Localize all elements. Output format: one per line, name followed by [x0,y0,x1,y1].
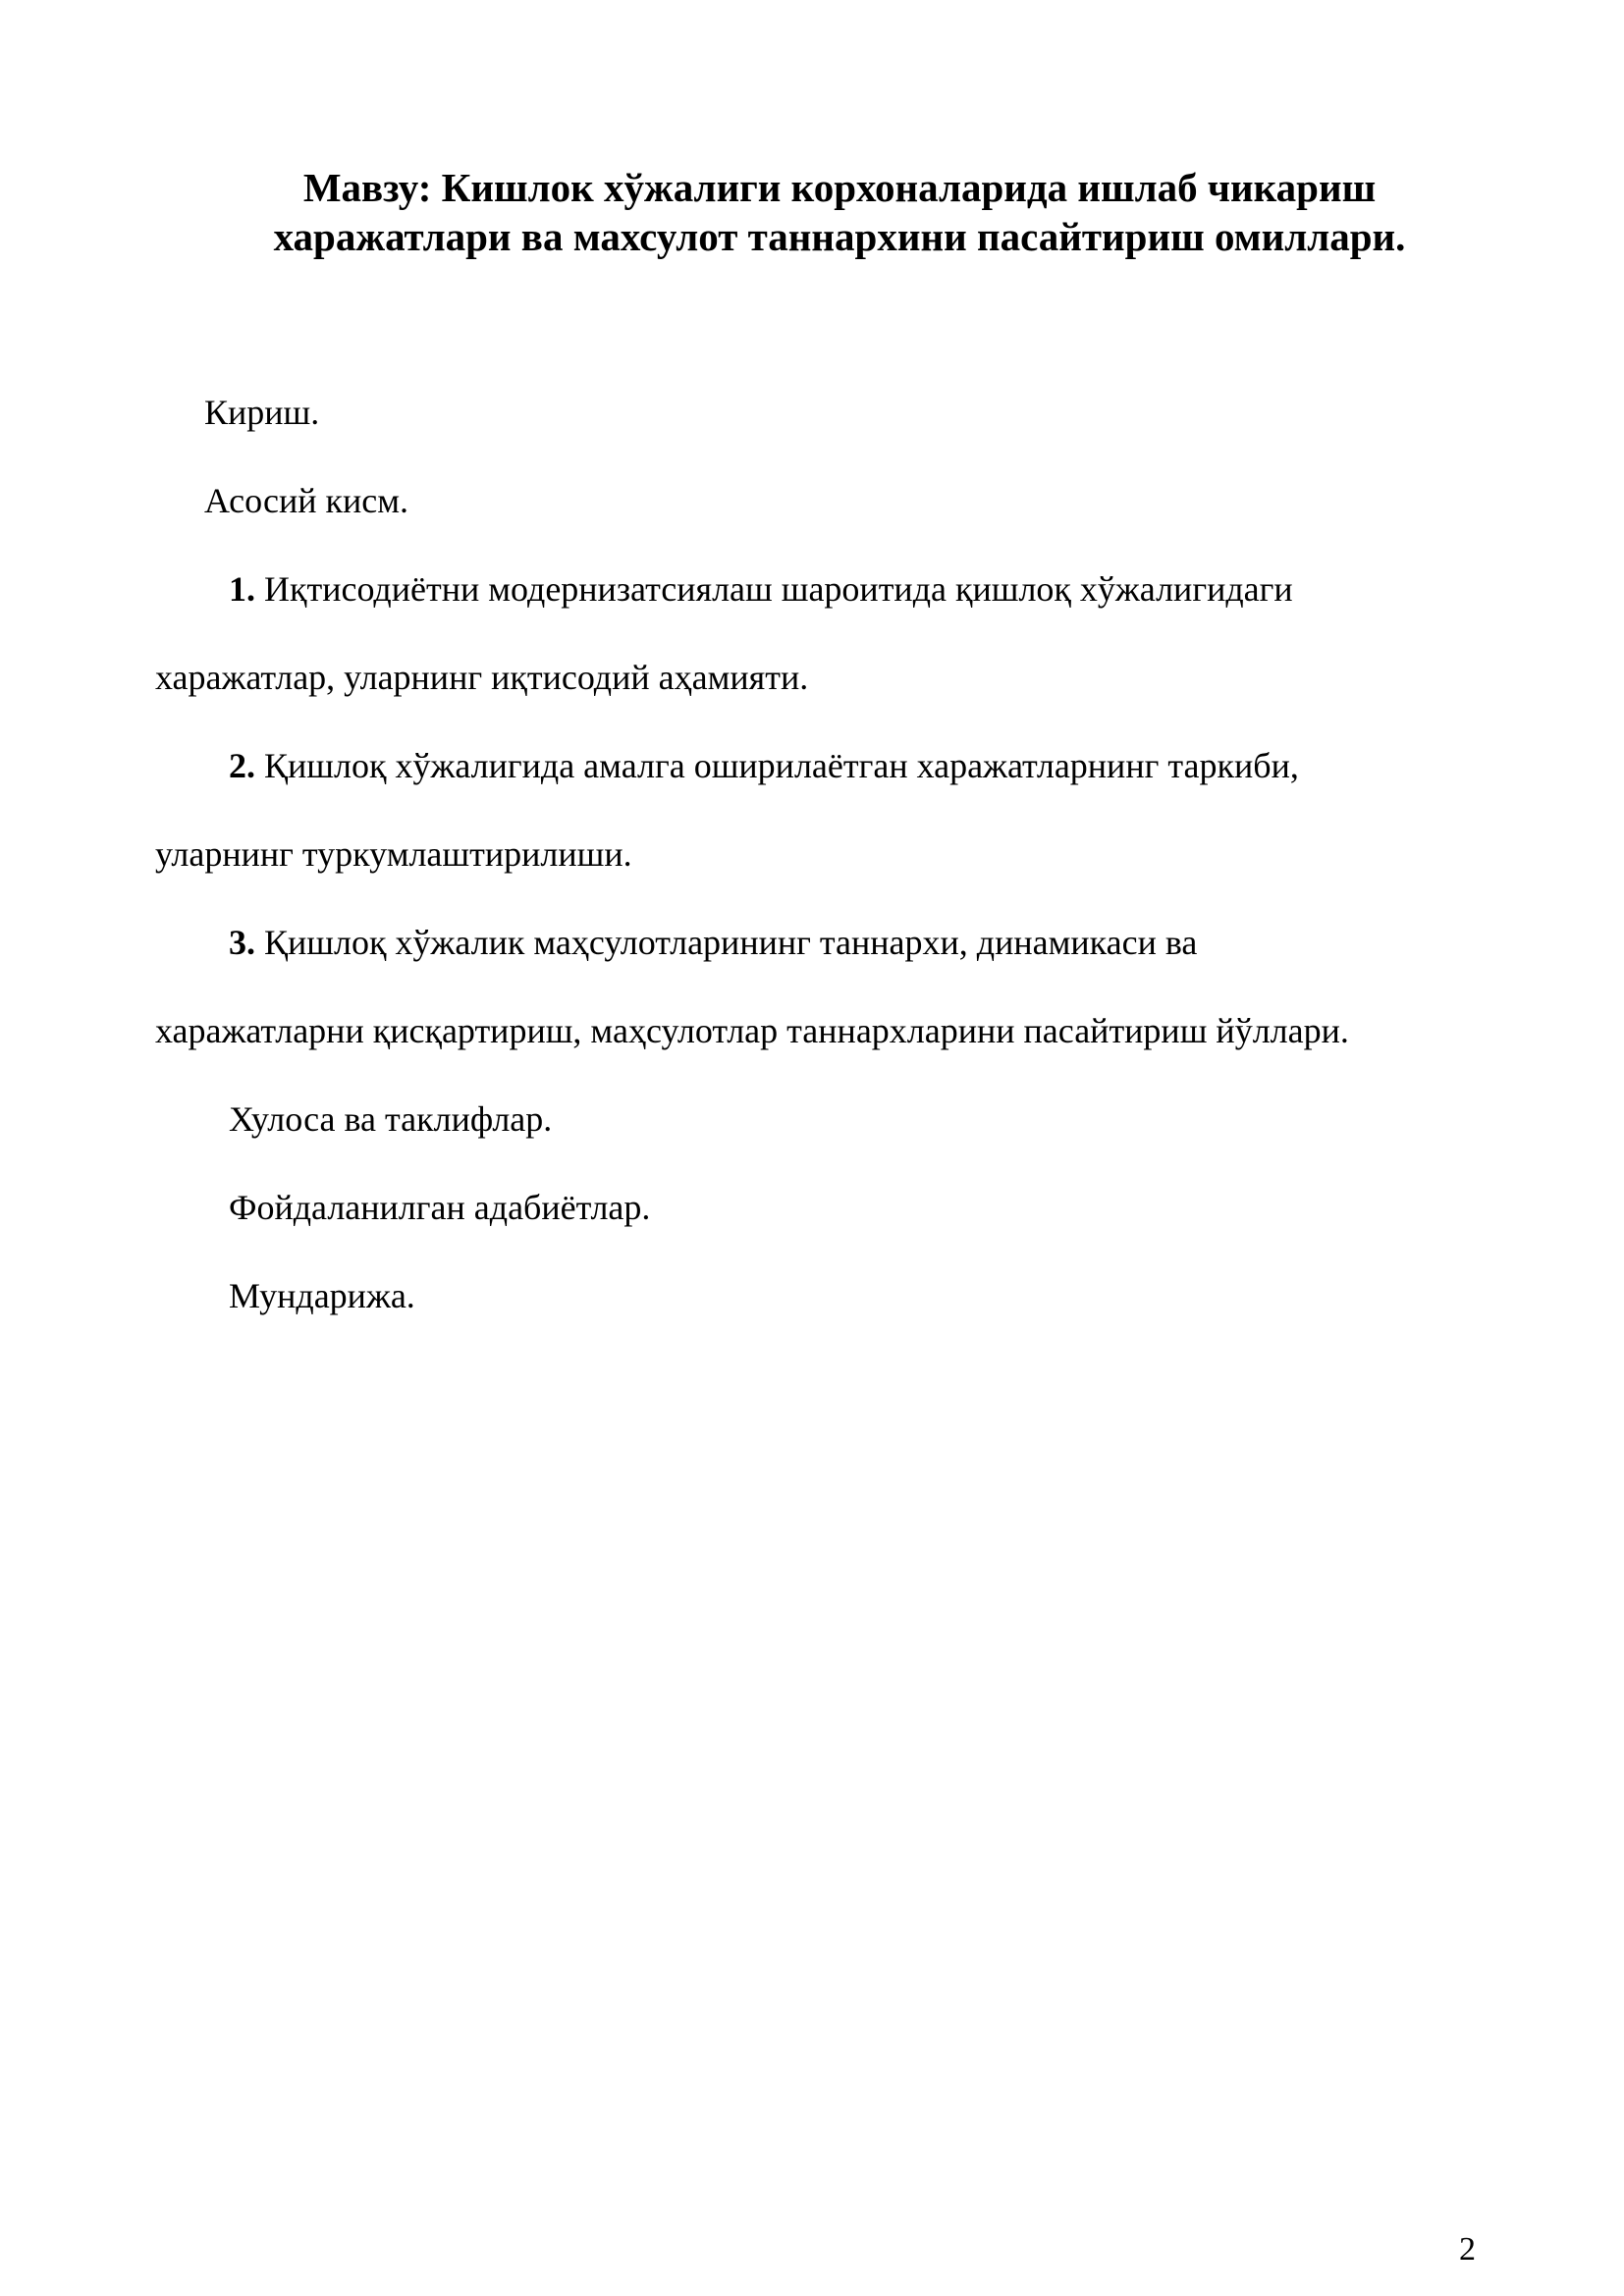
references-entry: Фойдаланилган адабиётлар. [229,1188,651,1227]
main-part-entry: Асосий кисм. [204,481,409,520]
item-2-line-1 [229,744,1299,787]
item-1-line-1 [229,567,1293,611]
item-2-number: 2. [229,746,255,785]
item-3-text: Қишлоқ хўжалик маҳсулотларининг таннархи, динамикаси ва [255,923,1198,962]
item-2-line-2: уларнинг туркумлаштирилиши. [155,834,632,874]
toc-entry: Мундарижа. [229,1276,415,1315]
item-2-text: Қишлоқ хўжалигида амалга оширилаётган харажатларнинг таркиби, [255,746,1299,785]
item-1-line-2: харажатлар, уларнинг иқтисодий аҳамияти. [155,658,809,697]
item-1-number: 1. [229,569,255,609]
title-line-2: харажатлари ва махсулот таннархини пасайтириш омиллари. [273,214,1406,259]
conclusion-entry: Хулоса ва таклифлар. [229,1099,553,1139]
item-1-text: Иқтисодиётни модернизатсиялаш шароитида қишлоқ хўжалигидаги [255,569,1293,609]
item-3-line-1 [229,921,1197,964]
intro-entry: Кириш. [204,393,320,432]
item-3-number: 3. [229,923,255,962]
title-line-1: Мавзу: Кишлок хўжалиги корхоналарида ишлаб чикариш [302,165,1377,210]
document-title [157,163,1522,261]
item-3-line-2: харажатларни қисқартириш, маҳсулотлар таннархларини пасайтириш йўллари. [155,1011,1349,1050]
page-number: 2 [1459,2231,1476,2268]
